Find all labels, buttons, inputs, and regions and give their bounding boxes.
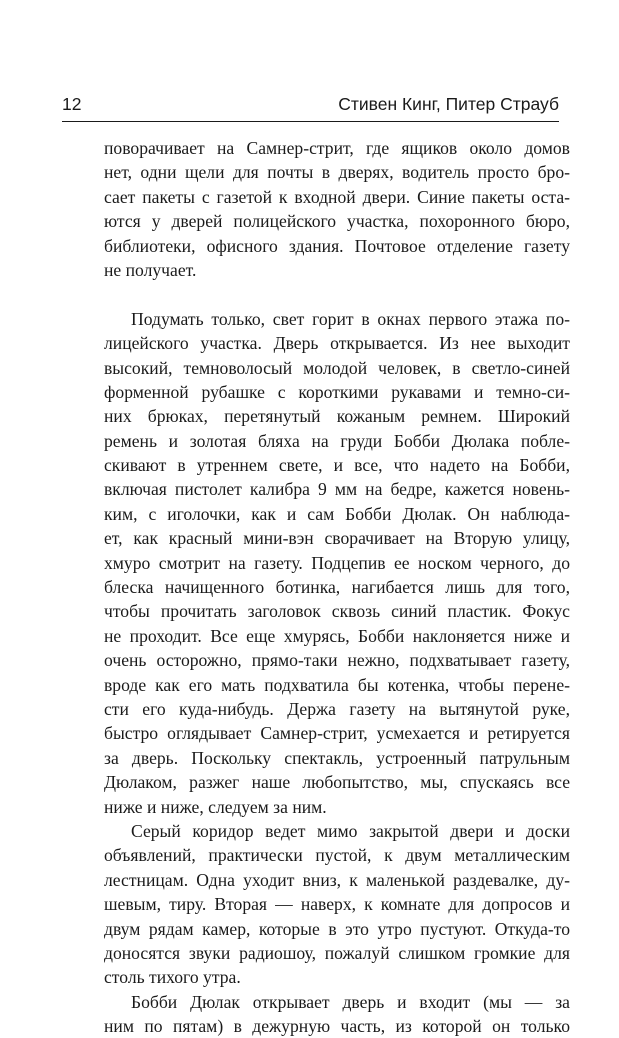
paragraph	[104, 307, 570, 819]
page-number: 12	[62, 94, 82, 114]
text-line: сти его куда-нибудь. Держа газету на вытянутой руке,	[104, 698, 570, 719]
text-line: блеска начищенного ботинка, нагибается лишь для того,	[104, 577, 570, 598]
text-line: ним по пятам) в дежурную часть, из которой он только	[104, 1016, 570, 1037]
text-line: лестницам. Одна уходит вниз, к маленькой раздевалке, ду-	[104, 869, 570, 890]
text-line: включая пистолет калибра 9 мм на бедре, кажется новень-	[104, 479, 570, 500]
paragraph-gap	[104, 282, 570, 306]
paragraph	[104, 990, 570, 1038]
text-line: шевым, тиру. Вторая — наверх, к комнате для допросов и	[104, 894, 570, 915]
text-line: Серый коридор ведет мимо закрытой двери и доски	[131, 820, 570, 841]
text-line: хмуро смотрит на газету. Подцепив ее носком черного, до	[104, 552, 570, 573]
text-line: скивают в утреннем свете, и все, что надето на Бобби,	[104, 455, 570, 476]
text-line: поворачивает на Самнер-стрит, где ящиков около домов	[104, 138, 570, 158]
text-line: объявлений, практически пустой, к двум металлическим	[104, 845, 570, 866]
text-line: нет, одни щели для почты в дверях, водитель просто бро-	[104, 162, 570, 183]
text-line: не проходит. Все еще хмурясь, Бобби наклоняется ниже и	[104, 625, 570, 646]
text-line: доносятся звуки радиошоу, пожалуй слишком громкие для	[104, 942, 570, 963]
text-line: двум рядам камер, которые в это утро пустуют. Откуда-то	[104, 918, 570, 939]
text-line: ет, как красный мини-вэн сворачивает на Вторую улицу,	[104, 528, 570, 549]
text-line: форменной рубашке с короткими рукавами и темно-си-	[104, 381, 570, 402]
text-line: Подумать только, свет горит в окнах первого этажа по-	[131, 308, 570, 329]
text-line: высокий, темноволосый молодой человек, в светло-синей	[104, 357, 570, 378]
text-line: ниже и ниже, следуем за ним.	[104, 796, 327, 817]
text-line: лицейского участка. Дверь открывается. Из нее выходит	[104, 333, 570, 354]
text-line: Бобби Дюлак открывает дверь и входит (мы — за	[131, 991, 570, 1012]
text-line: сает пакеты с газетой к входной двери. Синие пакеты оста-	[104, 186, 570, 207]
header-rule	[62, 121, 559, 122]
text-line: ются у дверей полицейского участка, похоронного бюро,	[104, 211, 570, 232]
text-line: быстро оглядывает Самнер-стрит, усмехается и ретируется	[104, 723, 570, 744]
running-header	[62, 92, 559, 116]
text-line: ремень и золотая бляха на груди Бобби Дюлака побле-	[104, 430, 570, 451]
body-text	[104, 136, 570, 1038]
text-line: за дверь. Поскольку спектакль, устроенный патрульным	[104, 747, 570, 768]
text-line: библиотеки, офисного здания. Почтовое отделение газету	[104, 235, 570, 256]
text-line: столь тихого утра.	[104, 967, 241, 988]
running-title: Стивен Кинг, Питер Страуб	[338, 94, 559, 114]
paragraph	[104, 136, 570, 282]
text-line: не получает.	[104, 259, 197, 280]
text-line: чтобы прочитать заголовок сквозь синий пластик. Фокус	[104, 601, 570, 622]
text-line: ким, с иголочки, как и сам Бобби Дюлак. Он наблюда-	[104, 503, 570, 524]
text-line: вроде как его мать подхватила бы котенка, чтобы перене-	[104, 674, 570, 695]
text-line: очень осторожно, прямо-таки нежно, подхватывает газету,	[104, 650, 570, 671]
text-line: Дюлаком, разжег наше любопытство, мы, спускаясь все	[104, 772, 570, 793]
paragraph	[104, 819, 570, 990]
text-line: них брюках, перетянутый кожаным ремнем. Широкий	[104, 406, 570, 427]
